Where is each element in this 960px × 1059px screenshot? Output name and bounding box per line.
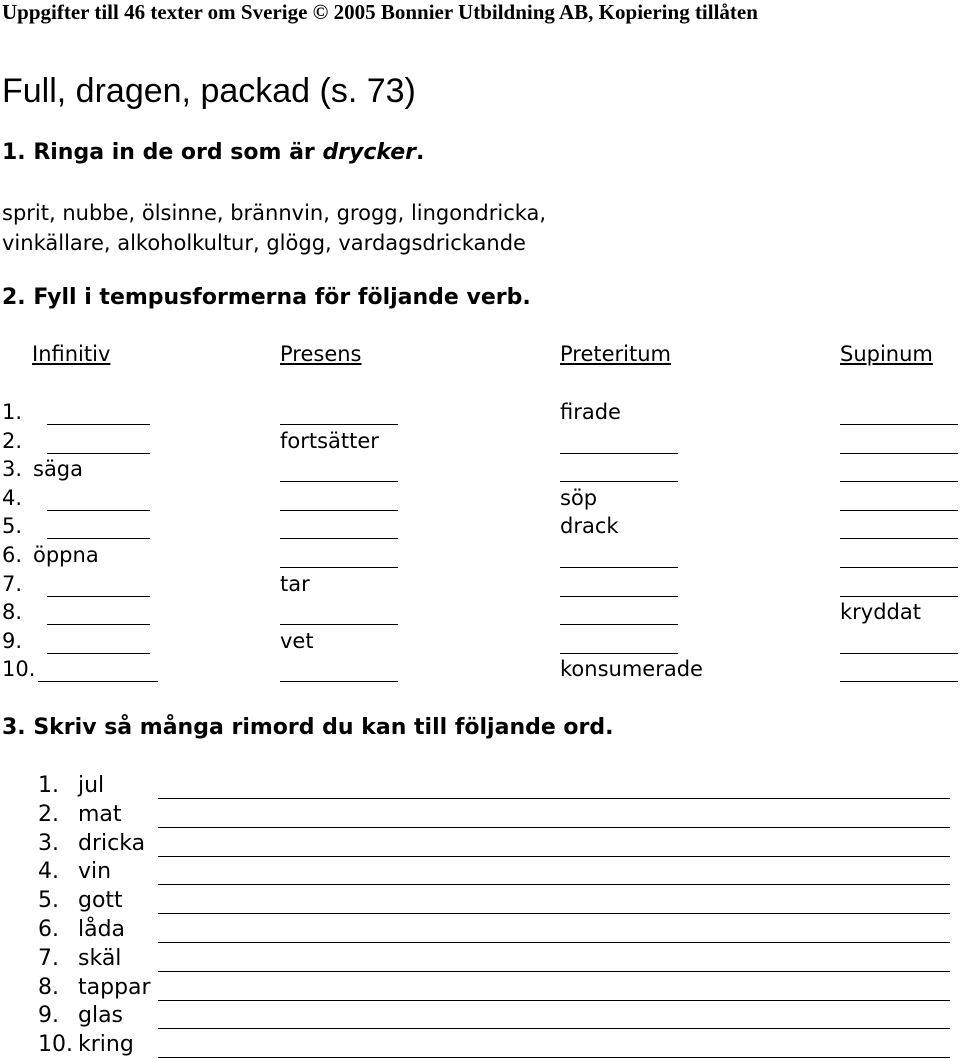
verb-blank-pres[interactable] <box>280 681 398 682</box>
page-title: Full, dragen, packad (s. 73) <box>2 72 416 110</box>
verb-blank-pret[interactable] <box>560 596 678 597</box>
rhyme-number: 4. <box>38 859 59 884</box>
verb-row-number: 7. <box>2 572 23 596</box>
rhyme-number: 2. <box>38 802 59 827</box>
verb-row-number: 6. <box>2 543 23 567</box>
verb-blank-pres[interactable] <box>280 481 398 482</box>
verb-row-number: 1. <box>2 400 23 424</box>
rhyme-number: 3. <box>38 831 59 856</box>
rhyme-word: mat <box>78 802 122 827</box>
verb-cell-pret: drack <box>560 514 619 538</box>
verb-blank-sup[interactable] <box>840 424 958 425</box>
rhyme-answer-line[interactable] <box>158 942 950 943</box>
task3-heading: 3. Skriv så många rimord du kan till följande ord. <box>2 715 614 740</box>
page-header: Uppgifter till 46 texter om Sverige © 2005 Bonnier Utbildning AB, Kopiering tillåten <box>2 0 758 24</box>
rhyme-word: glas <box>78 1003 124 1028</box>
verb-blank-pres[interactable] <box>280 538 398 539</box>
rhyme-answer-line[interactable] <box>158 798 950 799</box>
verb-blank-sup[interactable] <box>840 567 958 568</box>
verb-blank-pret[interactable] <box>560 481 678 482</box>
verb-blank-sup[interactable] <box>840 453 958 454</box>
verb-blank-sup[interactable] <box>840 596 958 597</box>
rhyme-answer-line[interactable] <box>158 913 950 914</box>
verb-blank-inf[interactable] <box>38 681 158 682</box>
rhyme-answer-line[interactable] <box>158 1000 950 1001</box>
task1-word-list <box>2 198 546 258</box>
verb-cell-sup: kryddat <box>840 600 921 624</box>
verb-row-number: 4. <box>2 486 23 510</box>
verb-blank-pres[interactable] <box>280 624 398 625</box>
column-header-presens: Presens <box>280 342 362 366</box>
rhyme-number: 5. <box>38 888 59 913</box>
rhyme-answer-line[interactable] <box>158 884 950 885</box>
verb-row-number: 3. <box>2 457 23 481</box>
rhyme-number: 6. <box>38 917 59 942</box>
column-header-preteritum: Preteritum <box>560 342 672 366</box>
verb-cell-inf: öppna <box>33 543 99 567</box>
task1-word-line[interactable]: sprit, nubbe, ölsinne, brännvin, grogg, lingondricka, <box>2 201 547 225</box>
task1-suffix: . <box>416 140 425 165</box>
rhyme-number: 7. <box>38 946 59 971</box>
verb-blank-inf[interactable] <box>47 653 150 654</box>
verb-blank-pres[interactable] <box>280 424 398 425</box>
verb-cell-pres: tar <box>280 572 310 596</box>
verb-row-number: 9. <box>2 629 23 653</box>
verb-blank-pres[interactable] <box>280 567 398 568</box>
verb-cell-pres: fortsätter <box>280 429 379 453</box>
verb-blank-inf[interactable] <box>47 624 150 625</box>
verb-cell-pret: söp <box>560 486 598 510</box>
verb-blank-inf[interactable] <box>47 596 150 597</box>
column-header-infinitiv: Infinitiv <box>32 342 111 366</box>
rhyme-answer-line[interactable] <box>158 1028 950 1029</box>
rhyme-word: skäl <box>78 946 122 971</box>
rhyme-word: gott <box>78 888 123 913</box>
verb-blank-sup[interactable] <box>840 510 958 511</box>
verb-cell-pret: firade <box>560 400 621 424</box>
rhyme-answer-line[interactable] <box>158 1057 950 1058</box>
verb-row-number: 8. <box>2 600 23 624</box>
task2-heading: 2. Fyll i tempusformerna för följande verb. <box>2 285 531 310</box>
verb-blank-pres[interactable] <box>280 510 398 511</box>
verb-blank-sup[interactable] <box>840 538 958 539</box>
rhyme-number: 1. <box>38 773 59 798</box>
rhyme-word: kring <box>78 1032 134 1057</box>
verb-blank-inf[interactable] <box>47 510 150 511</box>
verb-blank-inf[interactable] <box>47 453 150 454</box>
verb-blank-pret[interactable] <box>560 653 678 654</box>
verb-cell-pret: konsumerade <box>560 657 703 681</box>
verb-blank-inf[interactable] <box>47 424 150 425</box>
rhyme-answer-line[interactable] <box>158 827 950 828</box>
rhyme-word: dricka <box>78 831 146 856</box>
verb-row-number: 10. <box>2 657 36 681</box>
verb-blank-pret[interactable] <box>560 453 678 454</box>
column-header-supinum: Supinum <box>840 342 933 366</box>
verb-blank-sup[interactable] <box>840 481 958 482</box>
rhyme-word: vin <box>78 859 112 884</box>
verb-row-number: 5. <box>2 514 23 538</box>
rhyme-answer-line[interactable] <box>158 856 950 857</box>
task1-word-line[interactable]: vinkällare, alkoholkultur, glögg, vardagsdrickande <box>2 231 526 255</box>
verb-blank-sup[interactable] <box>840 681 958 682</box>
rhyme-word: låda <box>78 917 126 942</box>
rhyme-word: jul <box>78 773 105 798</box>
verb-cell-pres: vet <box>280 629 314 653</box>
rhyme-word: tappar <box>78 975 151 1000</box>
verb-blank-inf[interactable] <box>47 538 150 539</box>
rhyme-number: 8. <box>38 975 59 1000</box>
rhyme-number: 9. <box>38 1003 59 1028</box>
verb-blank-pret[interactable] <box>560 567 678 568</box>
task1-heading <box>2 140 424 165</box>
verb-blank-sup[interactable] <box>840 653 958 654</box>
task1-emphasis: drycker <box>322 140 417 165</box>
verb-row-number: 2. <box>2 429 23 453</box>
verb-cell-inf: säga <box>33 457 84 481</box>
verb-blank-pret[interactable] <box>560 624 678 625</box>
task1-prefix: 1. Ringa in de ord som är <box>2 140 323 165</box>
rhyme-answer-line[interactable] <box>158 971 950 972</box>
rhyme-number: 10. <box>38 1032 73 1057</box>
